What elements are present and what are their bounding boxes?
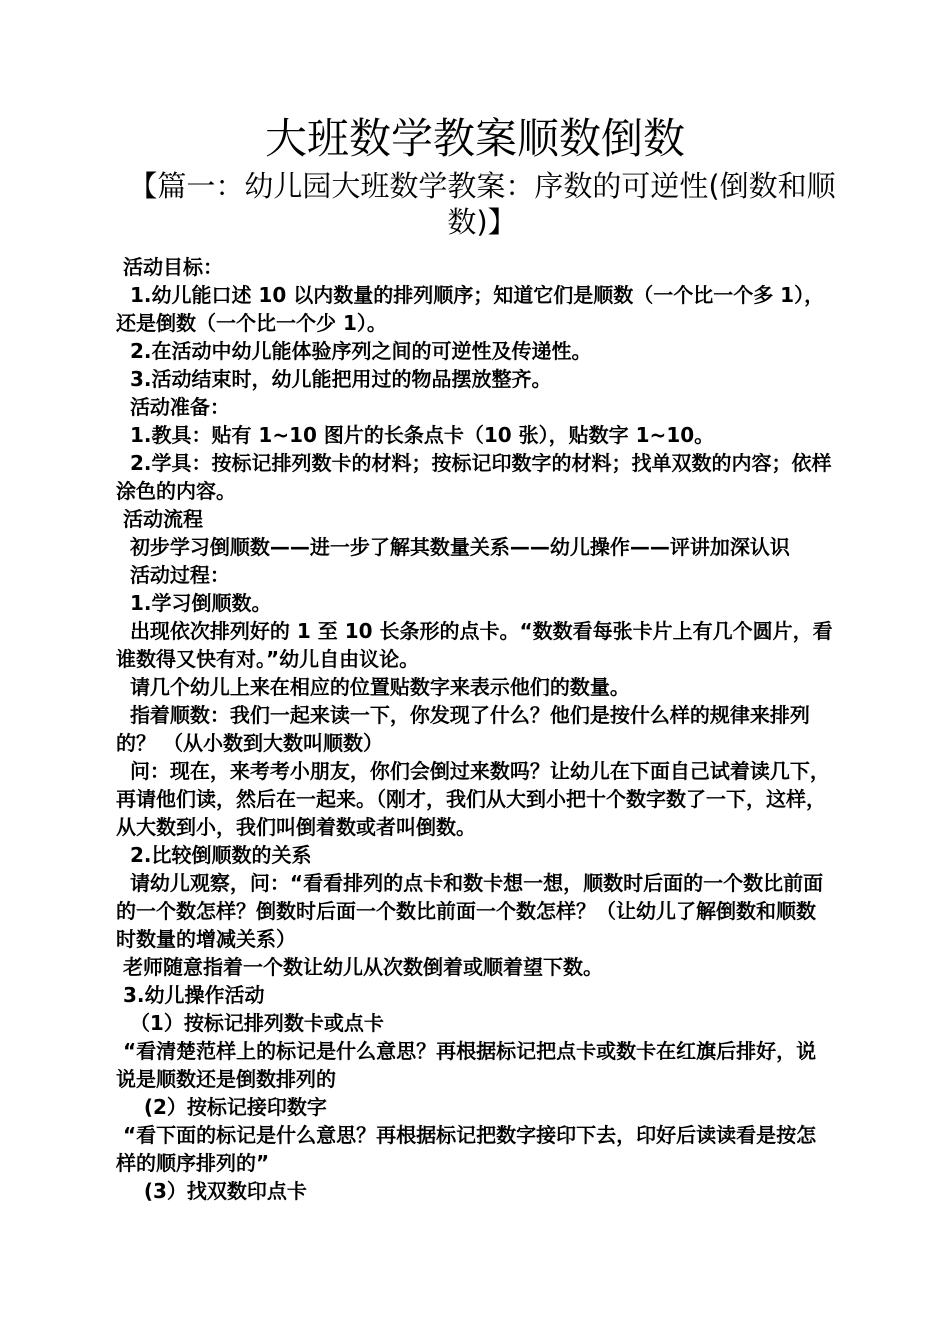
paragraph: 1.学习倒顺数。: [116, 591, 272, 615]
paragraph: 问：现在，来考考小朋友，你们会倒过来数吗？让幼儿在下面自己试着读几下，再请他们读，然后在一起来。（刚才，我们从大到小把十个数字数了一下，这样，从大数到小，我们叫倒着数或者叫倒数。: [116, 759, 830, 839]
paragraph-goals-heading: 活动目标：: [116, 255, 223, 279]
paragraph: (2）按标记接印数字: [116, 1095, 327, 1119]
document-subtitle: 【篇一：幼儿园大班数学教案：序数的可逆性(倒数和顺数)】: [128, 169, 836, 239]
paragraph: 出现依次排列好的 1 至 10 长条形的点卡。“数数看每张卡片上有几个圆片，看谁数得又快有对。”幼儿自由议论。: [116, 619, 833, 671]
paragraph: 2.在活动中幼儿能体验序列之间的可逆性及传递性。: [116, 339, 592, 363]
paragraph: 请幼儿观察，问：“看看排列的点卡和数卡想一想，顺数时后面的一个数比前面的一个数怎样？倒数时后面一个数比前面一个数怎样？（让幼儿了解倒数和顺数时数量的增减关系）: [116, 871, 824, 951]
paragraph-preparation-heading: 活动准备：: [116, 395, 230, 419]
paragraph: 初步学习倒顺数——进一步了解其数量关系——幼儿操作——评讲加深认识: [116, 535, 790, 559]
document-body: [116, 253, 834, 1205]
paragraph: 老师随意指着一个数让幼儿从次数倒着或顺着望下数。: [116, 955, 603, 979]
paragraph: 1.教具：贴有 1~10 图片的长条点卡（10 张），贴数字 1~10。: [116, 423, 715, 447]
document-title: 大班数学教案顺数倒数: [264, 114, 685, 163]
paragraph: 2.比较倒顺数的关系: [116, 843, 312, 867]
paragraph: “看下面的标记是什么意思？再根据标记把数字接印下去，印好后读读看是按怎样的顺序排列的”: [116, 1123, 817, 1175]
paragraph: 3.幼儿操作活动: [116, 983, 265, 1007]
paragraph: (3）找双数印点卡: [116, 1179, 307, 1203]
paragraph-process-heading: 活动过程：: [116, 563, 230, 587]
paragraph: 请几个幼儿上来在相应的位置贴数字来表示他们的数量。: [116, 675, 630, 699]
paragraph: （1）按标记排列数卡或点卡: [116, 1011, 384, 1035]
paragraph: “看清楚范样上的标记是什么意思？再根据标记把点卡或数卡在红旗后排好，说说是顺数还是倒数排列的: [116, 1039, 817, 1091]
paragraph: 1.幼儿能口述 10 以内数量的排列顺序；知道它们是顺数（一个比一个多 1），还是倒数（一个比一个少 1）。: [116, 283, 825, 335]
paragraph: 指着顺数：我们一起来读一下，你发现了什么？他们是按什么样的规律来排列的？ （从小数到大数叫顺数）: [116, 703, 810, 755]
paragraph: 3.活动结束时，幼儿能把用过的物品摆放整齐。: [116, 367, 552, 391]
paragraph: 2.学具：按标记排列数卡的材料；按标记印数字的材料；找单双数的内容；依样涂色的内容。: [116, 451, 832, 503]
paragraph-flow-heading: 活动流程: [116, 507, 203, 531]
